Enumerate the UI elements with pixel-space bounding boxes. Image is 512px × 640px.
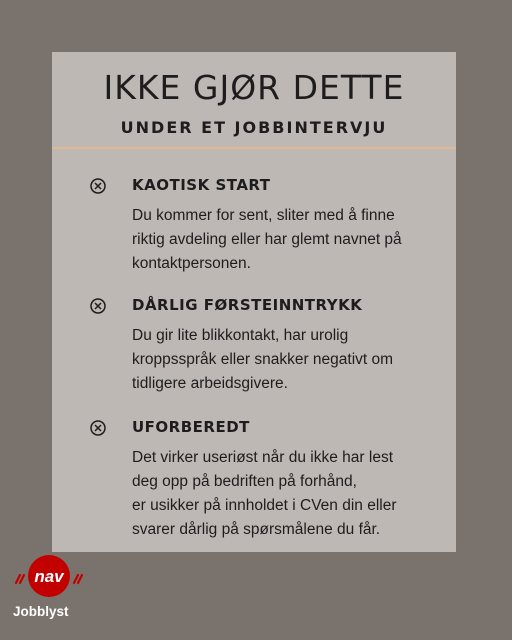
item-title: KAOTISK START [132,176,271,194]
item-line: Du kommer for sent, sliter med å finne [132,207,395,224]
item-description [132,324,432,396]
item-title: UFORBEREDT [132,418,250,436]
item-description [132,446,432,542]
card-title: IKKE GJØR DETTE [103,68,405,107]
item-line: Du gir lite blikkontakt, har urolig [132,327,349,344]
item-line: tidligere arbeidsgivere. [132,375,288,392]
item-line: svarer dårlig på spørsmålene du får. [132,521,381,538]
item-line: kontaktpersonen. [132,255,251,272]
item-line: riktig avdeling eller har glemt navnet på [132,231,402,248]
x-circle-icon [90,420,106,436]
item-line: deg opp på bedriften på forhånd, [132,473,357,490]
item-line: er usikker på innholdet i CVen din eller [132,497,397,514]
card-subtitle: UNDER ET JOBBINTERVJU [120,118,388,137]
x-circle-icon [90,178,106,194]
info-card [52,52,456,552]
item-description [132,204,432,276]
nav-logo [14,553,84,599]
logo-text: nav [34,567,64,586]
brand-label: Jobblyst [13,604,69,619]
x-circle-icon [90,298,106,314]
divider [52,147,456,149]
item-line: kroppsspråk eller snakker negativt om [132,351,394,368]
item-line: Det virker useriøst når du ikke har lest [132,449,394,466]
item-title: DÅRLIG FØRSTEINNTRYKK [132,296,363,314]
